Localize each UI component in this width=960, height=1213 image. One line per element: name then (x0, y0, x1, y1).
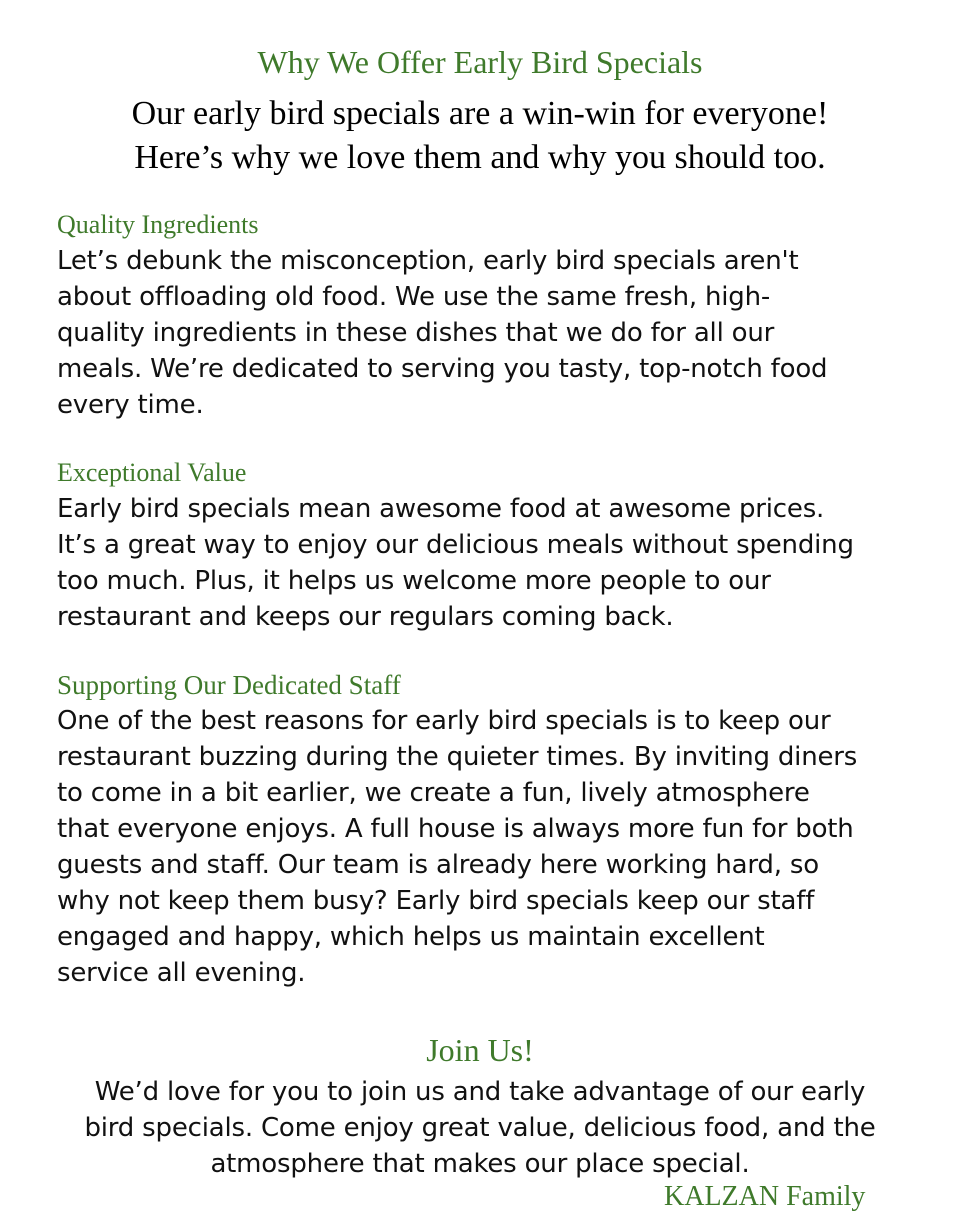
join-line: We’d love for you to join us and take advantage of our early (94, 1077, 866, 1107)
intro-line: Here’s why we love them and why you should too. (134, 139, 826, 176)
join-body (40, 1074, 920, 1182)
section-heading: Quality Ingredients (57, 210, 259, 239)
body-line: every time. (57, 390, 204, 420)
body-line: why not keep them busy? Early bird specials keep our staff (57, 886, 815, 916)
section-exceptional-value (57, 457, 917, 635)
body-line: quality ingredients in these dishes that we do for all our (57, 318, 775, 348)
section-heading: Exceptional Value (57, 458, 247, 487)
intro-line: Our early bird specials are a win-win for everyone! (131, 95, 829, 132)
body-line: that everyone enjoys. A full house is always more fun for both (57, 814, 854, 844)
body-line: guests and staff. Our team is already here working hard, so (57, 850, 819, 880)
join-line: bird specials. Come enjoy great value, delicious food, and the (84, 1113, 876, 1143)
body-line: to come in a bit earlier, we create a fun, lively atmosphere (57, 778, 810, 808)
signature: KALZAN Family (664, 1181, 866, 1212)
body-line: Let’s debunk the misconception, early bird specials aren't (57, 246, 799, 276)
section-quality-ingredients (57, 209, 917, 423)
page-title: Why We Offer Early Bird Specials (257, 44, 703, 80)
join-heading: Join Us! (426, 1032, 534, 1068)
intro-text (0, 92, 960, 180)
body-line: It’s a great way to enjoy our delicious meals without spending (57, 530, 854, 560)
body-line: restaurant buzzing during the quieter times. By inviting diners (57, 742, 858, 772)
body-line: too much. Plus, it helps us welcome more people to our (57, 566, 771, 596)
section-heading: Supporting Our Dedicated Staff (57, 670, 401, 700)
body-line: service all evening. (57, 958, 306, 988)
body-line: engaged and happy, which helps us maintain excellent (57, 922, 765, 952)
body-line: restaurant and keeps our regulars coming back. (57, 602, 674, 632)
body-line: meals. We’re dedicated to serving you tasty, top-notch food (57, 354, 828, 384)
section-body (57, 491, 917, 635)
section-body (57, 703, 917, 991)
join-line: atmosphere that makes our place special. (210, 1149, 750, 1179)
body-line: about offloading old food. We use the same fresh, high- (57, 282, 771, 312)
body-line: Early bird specials mean awesome food at awesome prices. (57, 494, 825, 524)
body-line: One of the best reasons for early bird specials is to keep our (57, 706, 831, 736)
section-supporting-staff (57, 669, 917, 991)
section-body (57, 243, 917, 423)
